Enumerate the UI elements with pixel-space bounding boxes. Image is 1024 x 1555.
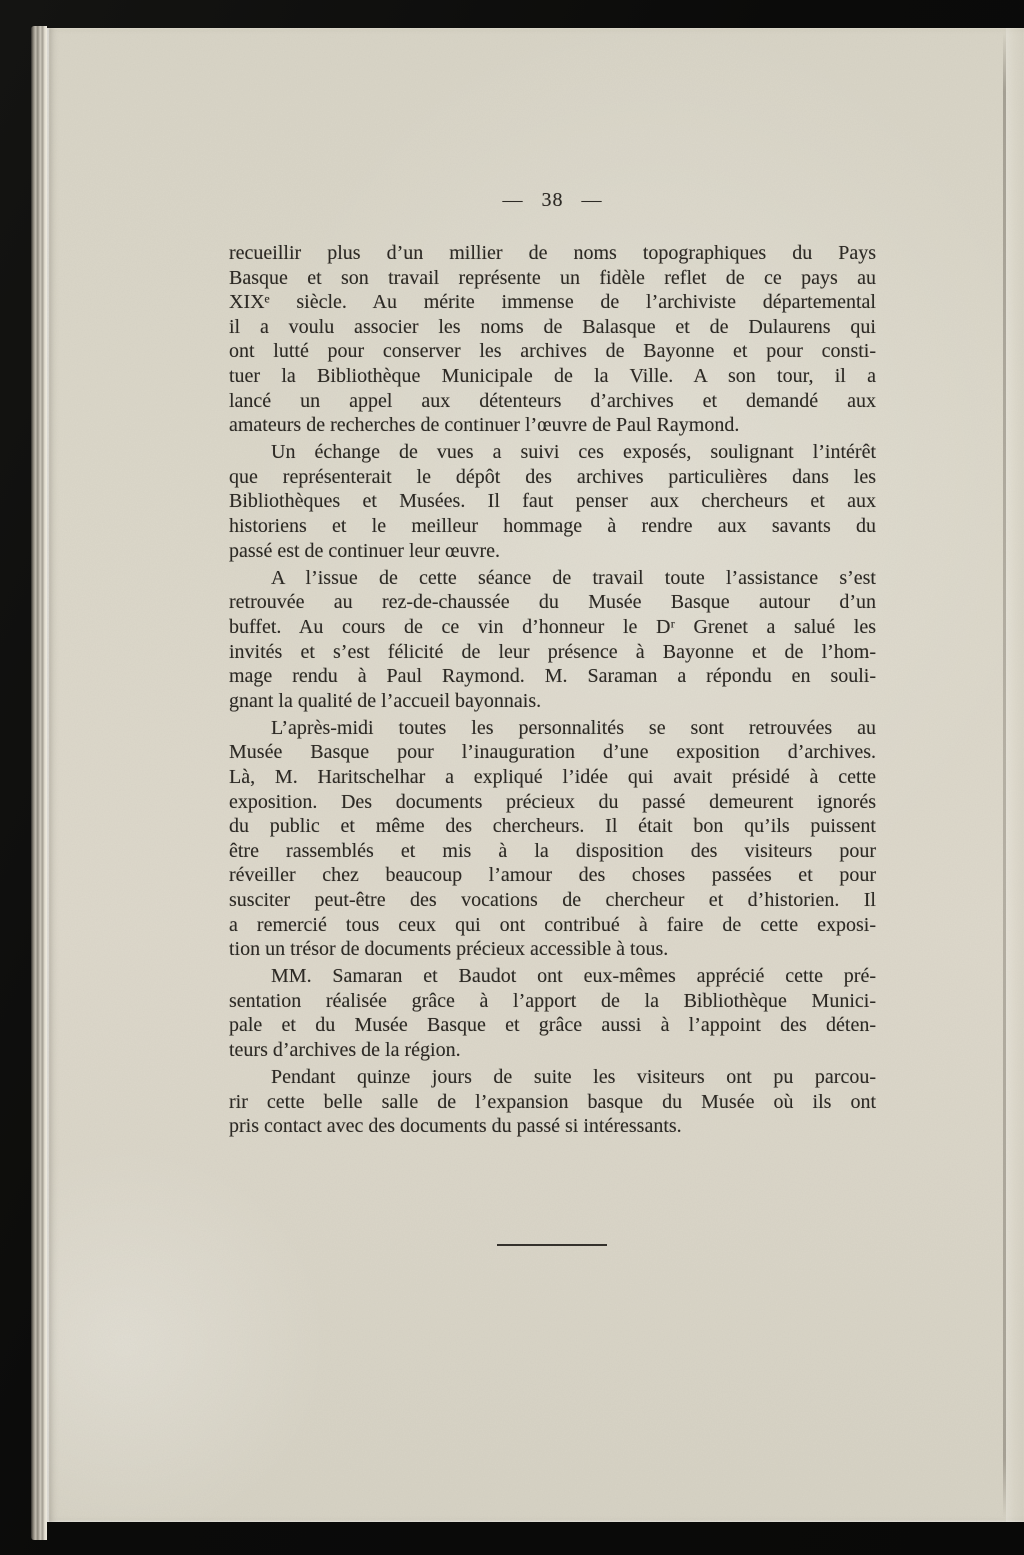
paragraph: Pendant quinze jours de suite les visiteurs ont pu parcou- rir cette belle salle de l’expansion basque du Musée où ils ont pris contact avec des documents du passé si intéressants. — [229, 1066, 876, 1138]
paragraph: MM. Samaran et Baudot ont eux-mêmes apprécié cette pré- sentation réalisée grâce à l’apport de la Bibliothèque Munici- pale et du Musée Basque et grâce aussi à l’appoint des déten- teurs d’archives de la région. — [229, 965, 876, 1061]
page-number: — 38 — — [502, 189, 603, 211]
book-page — [47, 28, 1024, 1522]
book-page-edges — [31, 26, 47, 1540]
paragraph: L’après-midi toutes les personnalités se sont retrouvées au Musée Basque pour l’inauguration d’une exposition d’archives. Là, M. Haritschelhar a expliqué l’idée qui avait présidé à cette exposition. Des documents précieux du passé demeurent ignorés du public et même des chercheurs. Il était bon qu’ils puissent être rassemblés et mis à la disposition des visiteurs pour réveiller chez beaucoup l’amour des choses passées et pour susciter peut-être des vocations de chercheur et d’historien. Il a remercié tous ceux qui ont contribué à faire de cette exposi- tion un trésor de documents précieux accessible à tous. — [229, 716, 876, 961]
paragraph: Un échange de vues a suivi ces exposés, soulignant l’intérêt que représenterait le dépôt des archives particulières dans les Bibliothèques et Musées. Il faut penser aux chercheurs et aux historiens et le meilleur hommage à rendre aux savants du passé est de continuer leur œuvre. — [229, 441, 876, 562]
paragraph: A l’issue de cette séance de travail toute l’assistance s’est retrouvée au rez-de-chaussée du Musée Basque autour d’un buffet. Au cours de ce vin d’honneur le Dʳ Grenet a salué les invités et s’est félicité de leur présence à Bayonne et de l’hom- mage rendu à Paul Raymond. M. Saraman a répondu en souli- gnant la qualité de l’accueil bayonnais. — [229, 566, 876, 712]
page-text — [229, 241, 876, 1141]
paragraph: recueillir plus d’un millier de noms topographiques du Pays Basque et son travail représente un fidèle reflet de ce pays au XIXᵉ siècle. Au mérite immense de l’archiviste départemental il a voulu associer les noms de Balasque et de Dulaurens qui ont lutté pour conserver les archives de Bayonne et pour consti- tuer la Bibliothèque Municipale de la Ville. A son tour, il a lancé un appel aux détenteurs d’archives et demandé aux amateurs de recherches de continuer l’œuvre de Paul Raymond. — [229, 242, 876, 437]
section-divider-rule — [497, 1244, 607, 1246]
page-fold-edge — [1006, 28, 1024, 1522]
